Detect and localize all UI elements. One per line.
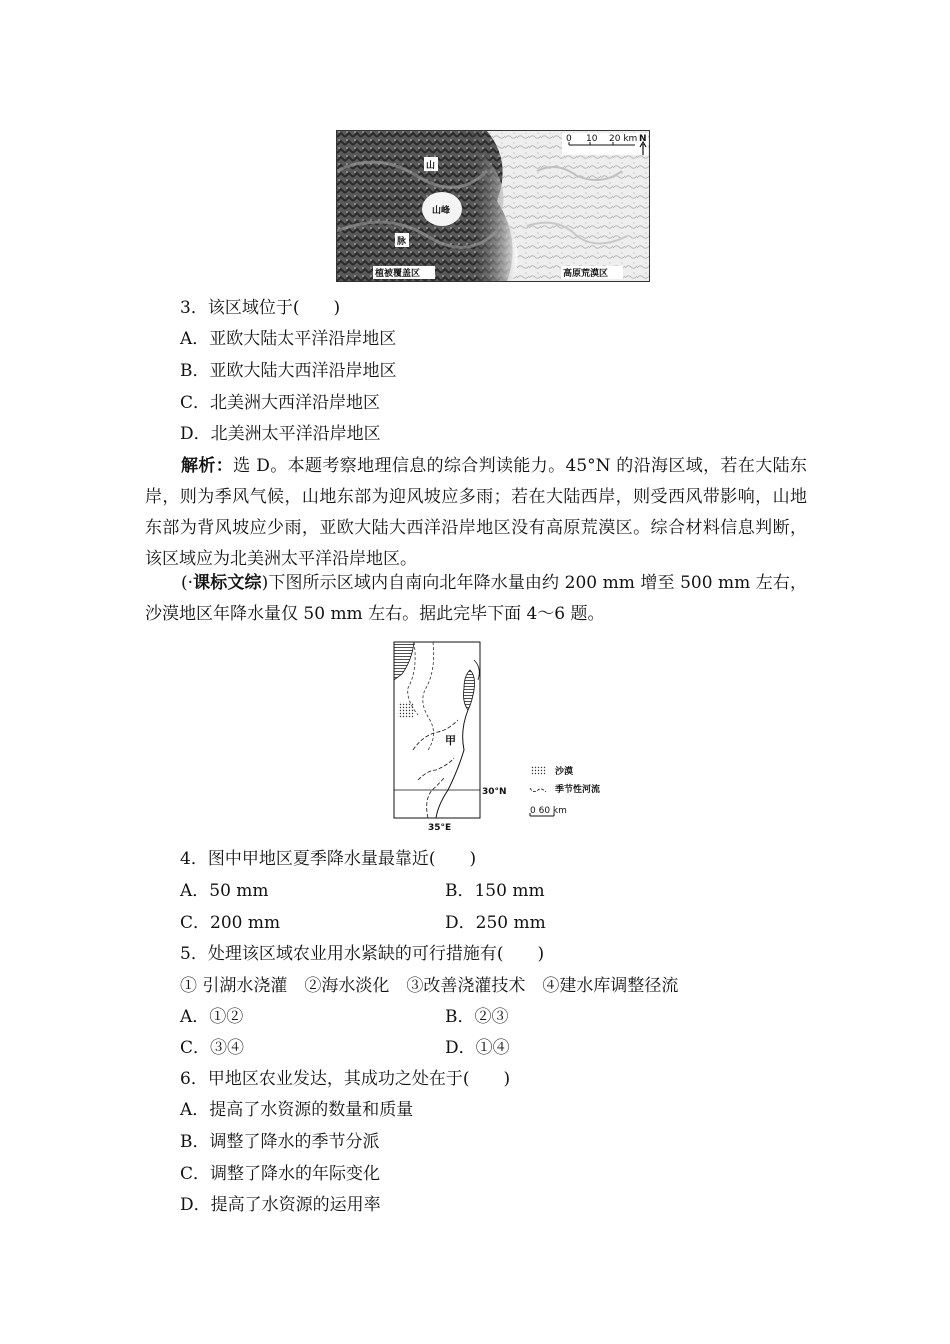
q4-option-b: B．150 mm xyxy=(445,881,545,901)
q3-option-c: C．北美洲大西洋沿岸地区 xyxy=(180,393,381,413)
analysis-text: 选 D。本题考察地理信息的综合判读能力。45°N 的沿海区域，若在大陆东岸，则为季风气候，山地东部为迎风坡应多雨；若在大陆西岸，则受西风带影响，山地东部为背风坡应少雨，亚欧大陆大西洋沿岸地区没有高原荒漠区。综合材料信息判断，该区域应为北美洲太平洋沿岸地区。 xyxy=(145,456,807,569)
legend-river-label: 季节性河流 xyxy=(555,785,601,795)
mountain-label-bottom: 脉 xyxy=(397,237,407,247)
q5-option-c: C．③④ xyxy=(180,1038,245,1058)
q5-stem: 5．处理该区域农业用水紧缺的可行措施有( ) xyxy=(180,944,545,964)
peak-label: 山峰 xyxy=(432,206,451,216)
intro-paragraph xyxy=(145,568,807,630)
q5-option-b: B．②③ xyxy=(445,1007,509,1027)
intro-source-open: (· xyxy=(181,573,194,593)
desert-patch xyxy=(398,702,414,718)
terrain-map xyxy=(337,131,649,281)
q3-option-b: B．亚欧大陆大西洋沿岸地区 xyxy=(180,361,397,381)
q4-option-a: A．50 mm xyxy=(180,881,269,901)
intro-text: )下图所示区域内自南向北年降水量由约 200 mm 增至 500 mm 左右，沙漠地区年降水量仅 50 mm 左右。据此完毕下面 4～6 题。 xyxy=(145,573,808,624)
longitude-label: 35°E xyxy=(428,823,452,833)
q4-option-d: D．250 mm xyxy=(445,913,546,933)
region-map-figure xyxy=(378,640,628,835)
q4-stem: 4．图中甲地区夏季降水量最靠近( ) xyxy=(180,849,477,869)
q3-option-d: D．北美洲太平洋沿岸地区 xyxy=(180,424,381,444)
q6-option-a: A．提高了水资源的数量和质量 xyxy=(180,1100,414,1120)
q6-option-d: D．提高了水资源的运用率 xyxy=(180,1195,381,1215)
scale-label-0: 0 xyxy=(566,134,572,144)
q3-stem: 3．该区域位于( ) xyxy=(180,298,341,318)
latitude-label: 30°N xyxy=(482,787,507,797)
vegetation-area-label: 植被覆盖区 xyxy=(375,269,421,279)
mountain-label-top: 山 xyxy=(426,161,436,171)
terrain-image-figure xyxy=(336,130,650,282)
analysis-label: 解析： xyxy=(181,456,234,476)
analysis-paragraph xyxy=(145,451,807,575)
desert-area-label: 高原荒漠区 xyxy=(563,269,609,279)
q6-option-c: C．调整了降水的年际变化 xyxy=(180,1164,381,1184)
legend-river-swatch xyxy=(530,788,546,792)
scale-label: 0 60 km xyxy=(530,806,567,816)
q5-measures: ① 引湖水浇灌 ②海水淡化 ③改善浇灌技术 ④建水库调整径流 xyxy=(180,976,679,996)
map-frame xyxy=(394,642,480,818)
intro-source: 课标文综 xyxy=(193,573,262,593)
region-map xyxy=(378,640,628,835)
scale-label-20: 20 km xyxy=(609,134,638,144)
q4-option-c: C．200 mm xyxy=(180,913,281,933)
legend-desert-label: 沙漠 xyxy=(555,767,574,777)
scale-label-10: 10 xyxy=(586,134,598,144)
place-jia-label: 甲 xyxy=(445,734,456,747)
q6-option-b: B．调整了降水的季节分派 xyxy=(180,1132,380,1152)
q6-stem: 6．甲地区农业发达，其成功之处在于( ) xyxy=(180,1069,511,1089)
north-label: N xyxy=(639,134,647,144)
q5-option-d: D．①④ xyxy=(445,1038,510,1058)
q5-option-a: A．①② xyxy=(180,1007,244,1027)
q3-option-a: A．亚欧大陆太平洋沿岸地区 xyxy=(180,329,397,349)
legend-desert-swatch xyxy=(530,766,546,775)
